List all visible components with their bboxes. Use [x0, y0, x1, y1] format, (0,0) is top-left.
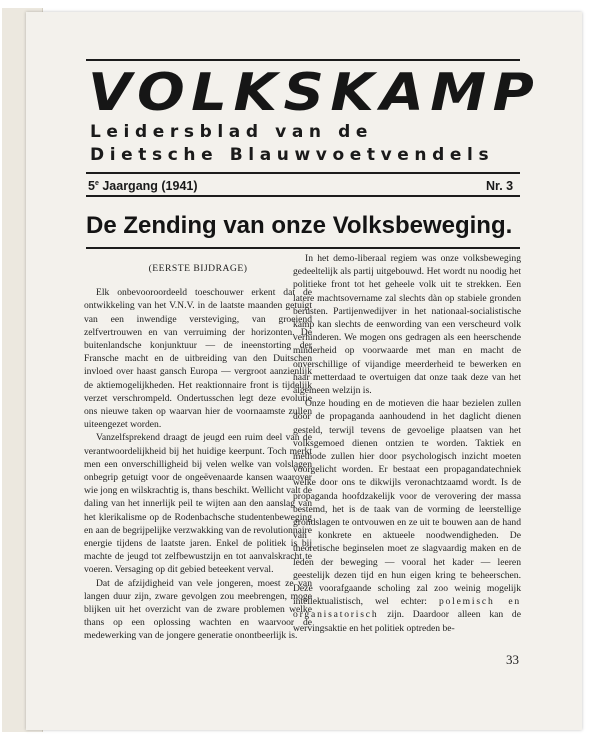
article-title-rule — [86, 247, 520, 249]
paragraph — [293, 397, 521, 635]
paragraph-text: zijn. Daardoor alleen kan de wervingsaktie en het politiek optreden be- — [293, 609, 521, 634]
paragraph: Vanzelfsprekend draagt de jeugd een ruim deel van de verantwoordelijkheid bij het huidige keerpunt. Toch merkt men een onverschilligheid bij velen welke van volslagen onbegrip getuigt voor de ongeëvenaarde kansen waarover wie jong en wilskrachtig is, thans beschikt. Wellicht valt de daling van het innerlijk peil te wijten aan den aanslag van het klerikalisme op de Rodenbachsche studentenbeweging en aan de begrijpelijke verzwakking van de revolutionnaire energie tijdens de laatste jaren. Enkel de politiek is bij machte de jeugd tot zelfbewustzijn en tot aanvalskracht te voeren. Versaging op dit gebied beteekent verval. — [84, 432, 312, 576]
masthead-subtitle-line1: Leidersblad van de — [90, 122, 374, 142]
masthead-top-rule — [86, 59, 520, 61]
page-number: 33 — [506, 652, 519, 667]
issue-volume-text: 5e Jaargang (1941) — [88, 179, 198, 193]
masthead-subtitle-line2: Dietsche Blauwvoetvendels — [90, 145, 495, 165]
left-column — [84, 262, 312, 643]
magazine-page — [26, 12, 582, 730]
masthead-title: VOLKSKAMP — [88, 63, 541, 123]
issue-rule — [86, 195, 520, 197]
article-subheading: (EERSTE BIJDRAGE) — [148, 263, 248, 274]
article-title: De Zending van onze Volksbeweging. — [86, 212, 513, 239]
paragraph: Dat de afzijdigheid van vele jongeren, moest ze van langen duur zijn, zware gevolgen zou meebrengen, moge blijken uit het overzicht van de zware problemen welke thans op een oplossing wachten en waarvoor de medewerking van de jongere generatie onontbeerlijk is. — [84, 577, 312, 642]
emphasized-text: polemisch en organisatorisch — [293, 596, 521, 621]
right-column — [293, 252, 521, 635]
paragraph-text: Onze houding en de motieven die haar bezielen zullen door de propaganda aanhoudend in het daglicht dienen gesteld, terwijl tevens de gevoelige plaatsen van het volksgemoed dienen ontzien te worden. Taktiek en methode zullen hier door psychologisch inzicht moeten voorgelicht worden. Er bestaat een propagandatechniek welke door ons te dikwijls veronachtzaamd wordt. Is de propaganda hoofdzakelijk voor de verovering der massa bestemd, het is de taak van de vorming de leerstellige grondslagen te ontvouwen en ze uit te bouwen aan de hand van konkrete en aktueele noodwendigheden. De theoretische beginselen moet ze slagvaardig maken en de leden der beweging — vooral het kader — leeren geestelijk dezen tijd en hun eigen kring te beheerschen. Deze voorafgaande scholing zal zoo weinig mogelijk intellektualistisch, wel echter: — [293, 398, 521, 608]
issue-number: Nr. 3 — [486, 179, 514, 193]
masthead-bottom-rule — [86, 172, 520, 174]
paragraph: In het demo-liberaal regiem was onze volksbeweging gedeeltelijk als partij uitgebouwd. Het wordt nu noodig het politieke front tot het geheele volk uit te strekken. Een latere machtsovername zal slechts dàn op stabiele gronden berusten. Partijenwedijver in het nationaal-socialistische kamp kan slechts de eenwording van een verscheurd volk verhinderen. We mogen ons gedragen als een heerschende minderheid op voorwaarde met man en macht de onverschillige of vijandige meerderheid te bewerken en haar metterdaad te overtuigen dat onze taak deze van het algemeen welzijn is. — [293, 253, 521, 397]
paragraph: Elk onbevooroordeeld toeschouwer erkent dat de ontwikkeling van het V.N.V. in de laatste maanden getuigt van een inwendige versteviging, van groeiend zelfvertrouwen en van verruiming der horizonten. De buitenlandsche konjunktuur — de ineenstorting der Fransche macht en de uitbreiding van den Duitschen invloed over haast gansch Europa — vergroot aanzienlijk de aktiemogelijkheden. Het reaktionnaire front is tijdelijk verzet verschrompeld. Ondertusschen legt deze evolutie ons nieuwe taken op waarvan hier de voornaamste zullen uiteengezet worden. — [84, 287, 312, 431]
issue-volume — [88, 179, 198, 193]
